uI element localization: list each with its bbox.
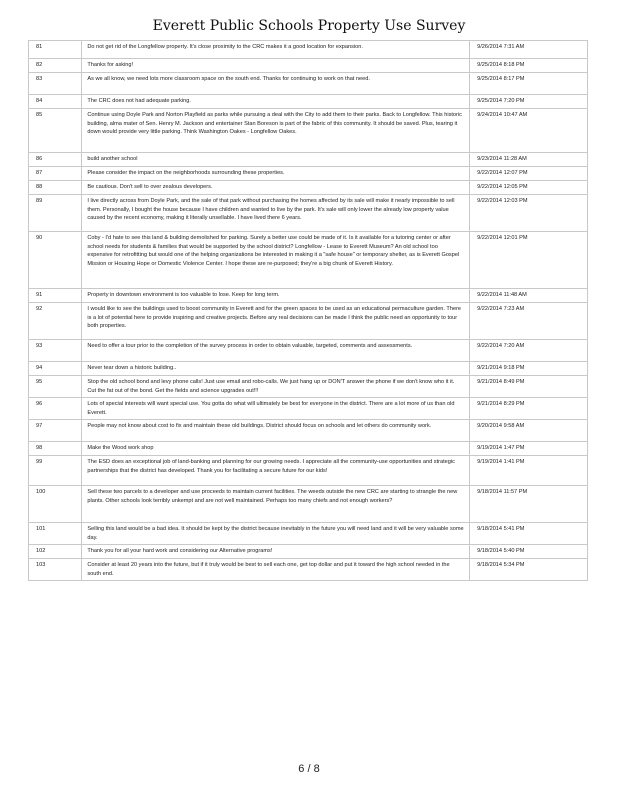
response-number: 97	[29, 420, 82, 442]
response-text: Coby - I'd hate to see this land & building demolished for parking. Surely a better use could be made of it. Is it available for a tutoring center or after school needs for students & families that would be supported by the school district? Longfellow - Lease to Everett Museum? An old school too expensive for retrofitting but would one of the helping organizations be interested in making it a "safe house" or temporary shelter, as is Everett Gospel Mission or Housing Hope or Domestic Violence Center. I hope these are re-purposed; they're a big chunk of Everett History.	[82, 232, 470, 289]
response-date: 9/21/2014 8:49 PM	[470, 376, 588, 398]
response-date: 9/22/2014 12:07 PM	[470, 167, 588, 181]
response-text: Consider at least 20 years into the future, but if it truly would be best to sell each one, get top dollar and put it toward the high school needed in the south end.	[82, 559, 470, 581]
response-date: 9/23/2014 11:28 AM	[470, 153, 588, 167]
response-date: 9/20/2014 9:58 AM	[470, 420, 588, 442]
response-number: 90	[29, 232, 82, 289]
response-date: 9/22/2014 12:05 PM	[470, 181, 588, 195]
table-row	[29, 289, 588, 303]
table-row	[29, 303, 588, 340]
response-text: Thank you for all your hard work and considering our Alternative programs!	[82, 545, 470, 559]
response-date: 9/26/2014 7:31 AM	[470, 41, 588, 59]
response-number: 100	[29, 486, 82, 523]
table-row	[29, 486, 588, 523]
response-number: 87	[29, 167, 82, 181]
response-number: 102	[29, 545, 82, 559]
responses-table	[28, 40, 588, 581]
table-row	[29, 545, 588, 559]
response-text: The CRC does not had adequate parking.	[82, 95, 470, 109]
response-text: Please consider the impact on the neighborhoods surrounding these properties.	[82, 167, 470, 181]
table-row	[29, 442, 588, 456]
table-row	[29, 73, 588, 95]
response-date: 9/22/2014 12:03 PM	[470, 195, 588, 232]
response-number: 85	[29, 109, 82, 153]
table-row	[29, 181, 588, 195]
response-number: 92	[29, 303, 82, 340]
response-text: People may not know about cost to fix and maintain these old buildings. District should focus on schools and let others do community work.	[82, 420, 470, 442]
table-row	[29, 398, 588, 420]
table-row	[29, 420, 588, 442]
response-date: 9/18/2014 5:40 PM	[470, 545, 588, 559]
response-number: 94	[29, 362, 82, 376]
response-text: Never tear down a historic building..	[82, 362, 470, 376]
response-number: 93	[29, 340, 82, 362]
response-date: 9/25/2014 8:18 PM	[470, 59, 588, 73]
response-date: 9/18/2014 5:34 PM	[470, 559, 588, 581]
response-date: 9/21/2014 8:29 PM	[470, 398, 588, 420]
response-number: 99	[29, 456, 82, 486]
table-row	[29, 95, 588, 109]
response-text: I would like to see the buildings used to boost community in Everett and for the green spaces to be used as an educational permaculture garden. There is a lot of potential here to provide inspiring and creative projects. Before any real decisions can be made I think the public need an opportunity to tour both properties.	[82, 303, 470, 340]
table-row	[29, 59, 588, 73]
table-row	[29, 523, 588, 545]
response-text: Be cautious. Don't sell to over zealous developers.	[82, 181, 470, 195]
response-text: Lots of special interests will want special use. You gotta do what will ultimately be best for everyone in the district. There are a lot more of us than old Everett.	[82, 398, 470, 420]
page-number: 6 / 8	[298, 763, 320, 775]
response-date: 9/22/2014 7:23 AM	[470, 303, 588, 340]
response-number: 86	[29, 153, 82, 167]
response-date: 9/18/2014 11:57 PM	[470, 486, 588, 523]
response-number: 82	[29, 59, 82, 73]
table-row	[29, 376, 588, 398]
response-text: Sell these two parcels to a developer and use proceeds to maintain current facilities. The weeds outside the new CRC are starting to strangle the new plants. Other schools look terribly unkempt and are not well maintained. Perhaps too many chiefs and not enough workers?	[82, 486, 470, 523]
response-date: 9/22/2014 12:01 PM	[470, 232, 588, 289]
table-row	[29, 167, 588, 181]
response-number: 103	[29, 559, 82, 581]
response-date: 9/19/2014 1:41 PM	[470, 456, 588, 486]
table-row	[29, 559, 588, 581]
response-text: Stop the old school bond and levy phone calls! Just use email and robo-calls. We just hang up or DON'T answer the phone if we don't know who it it. Cut the fat out of the bond. Get the fields and science upgrades out!!!	[82, 376, 470, 398]
table-row	[29, 195, 588, 232]
response-number: 89	[29, 195, 82, 232]
response-number: 96	[29, 398, 82, 420]
response-date: 9/22/2014 7:20 AM	[470, 340, 588, 362]
table-row	[29, 362, 588, 376]
response-number: 91	[29, 289, 82, 303]
response-number: 101	[29, 523, 82, 545]
responses-table-body	[29, 41, 588, 581]
response-date: 9/22/2014 11:48 AM	[470, 289, 588, 303]
response-date: 9/21/2014 9:18 PM	[470, 362, 588, 376]
response-number: 95	[29, 376, 82, 398]
response-number: 98	[29, 442, 82, 456]
response-text: Need to offer a tour prior to the completion of the survey process in order to obtain valuable, targeted, comments and assessments.	[82, 340, 470, 362]
response-text: Do not get rid of the Longfellow property. It's close proximity to the CRC makes it a good location for expansion.	[82, 41, 470, 59]
response-text: Selling this land would be a bad idea. It should be kept by the district because inevitably in the future you will need land and it will be very valuable some day.	[82, 523, 470, 545]
response-text: Make the Wood work shop	[82, 442, 470, 456]
table-row	[29, 153, 588, 167]
table-row	[29, 41, 588, 59]
response-text: Continue using Doyle Park and Norton Playfield as parks while pursuing a deal with the City to add them to their parks. Back to Longfellow. This historic building, alma mater of Sen. Henry M. Jackson and entertainer Stan Boreson is part of the fabric of this community. It should be saved. Plus, tearing it down would provide very little parking. Think Washington Oakes - Longfellow Oakes.	[82, 109, 470, 153]
response-text: Thanks for asking!	[82, 59, 470, 73]
response-date: 9/25/2014 7:20 PM	[470, 95, 588, 109]
response-date: 9/24/2014 10:47 AM	[470, 109, 588, 153]
response-number: 83	[29, 73, 82, 95]
table-row	[29, 232, 588, 289]
response-text: build another school	[82, 153, 470, 167]
table-row	[29, 340, 588, 362]
response-number: 84	[29, 95, 82, 109]
table-row	[29, 109, 588, 153]
response-text: The ESD does an exceptional job of land-banking and planning for our growing needs. I appreciate all the community-use opportunities and strategic partnerships that the district has developed. Thank you for facilitating a secure future for our kids!	[82, 456, 470, 486]
response-date: 9/19/2014 1:47 PM	[470, 442, 588, 456]
response-date: 9/25/2014 8:17 PM	[470, 73, 588, 95]
response-text: Property in downtown environment is too valuable to lose. Keep for long term.	[82, 289, 470, 303]
page-title: Everett Public Schools Property Use Survey	[152, 18, 466, 34]
response-date: 9/18/2014 5:41 PM	[470, 523, 588, 545]
response-number: 88	[29, 181, 82, 195]
table-row	[29, 456, 588, 486]
response-text: I live directly across from Doyle Park, and the sale of that park without purchasing the homes affected by its sale will make it nearly impossible to sell them. Personally, I bought the house because I have children and wanted to live by the park. It's sale will only lower the already low property value caused by the recent economy, making it literally unsellable. I have lived there 6 years.	[82, 195, 470, 232]
response-text: As we all know, we need lots more classroom space on the south end. Thanks for continuing to work on that need.	[82, 73, 470, 95]
response-number: 81	[29, 41, 82, 59]
